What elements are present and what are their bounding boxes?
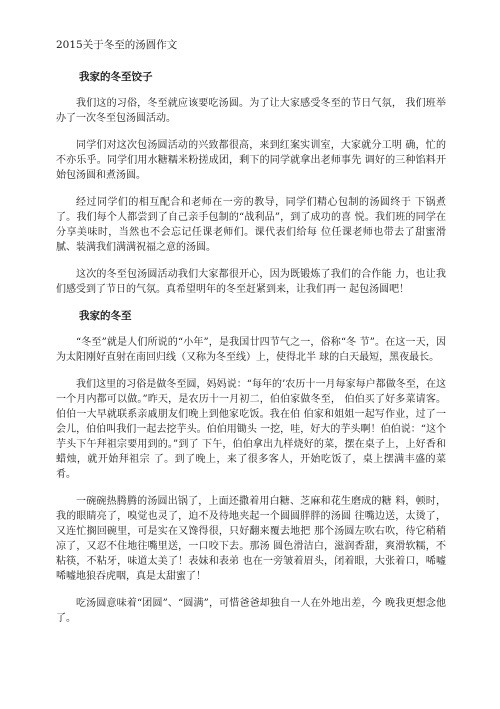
paragraph: 这次的冬至包汤圆活动我们大家都很开心，因为既锻炼了我们的合作能 力，也让我们感受到了节日的气氛。真希望明年的冬至赶紧到来，让我们再一 起包汤圆吧！ — [56, 269, 446, 295]
paragraph: 同学们对这次包汤圆活动的兴致都很高，来到红案实训室，大家就分工明 确，忙的不亦乐乎。同学们用水糖糯米粉搓成团，剩下的同学就拿出老师事先 调好的三种馅料开始包汤圆和煮汤圆。 — [56, 140, 446, 181]
section-dumplings — [56, 70, 446, 297]
paragraph: 吃汤圆意味着“团圆”、“圆满”，可惜爸爸却独自一人在外地出差，今 晚我更想念他了。 — [56, 598, 446, 624]
section-winter-solstice — [56, 309, 446, 626]
paragraph: 一碗碗热腾腾的汤圆出锅了，上面还撒着用白糖、芝麻和花生磨成的糖 料，顿时，我的眼睛亮了，嗅觉也灵了，迫不及待地夹起一个圆圆胖胖的汤圆 往嘴边送，太烫了，又连忙搁回碗里，可是实在又馋得很，只好翻来覆去地把 那个汤圆左吹右吹，待它稍稍凉了，又忍不住地往嘴里送，一口咬下去。那汤 圆色滑洁白，滋润香甜，爽滑软糯，不粘筷，不粘牙，味道太美了！表妹和表弟 也在一旁皱着眉头，闭着眼，大张着口，唏嘘唏嘘地狼吞虎咽，真是太甜蜜了！ — [56, 496, 446, 582]
document-page — [56, 38, 446, 638]
document-title: 2015关于冬至的汤圆作文 — [56, 39, 178, 51]
section-heading: 我家的冬至 — [79, 310, 132, 322]
paragraph: “冬至”就是人们所说的“小年”，是我国廿四节气之一，俗称“冬 节”。在这一天，因为太阳刚好直射在南回归线（又称为冬至线）上，使得北半 球的白天最短，黑夜最长。 — [56, 337, 446, 363]
section-heading: 我家的冬至饺子 — [79, 71, 153, 83]
paragraph: 经过同学们的相互配合和老师在一旁的教导，同学们精心包制的汤圆终于 下锅煮了。我们每个人都尝到了自己亲手包制的“战利品”，到了成功的喜 悦。我们班的同学在分享美味时，当然也不会忘记任课老师们。课代表们给每 位任课老师也带去了甜蜜滑腻、装满我们满满祝福之意的汤圆。 — [56, 197, 446, 253]
paragraph: 我们这里的习俗是做冬至圆，妈妈说：“每年的’农历十一月每家每户都做冬至，在这一个月内都可以做。”昨天，是农历十一月初二，伯伯家做冬至， 伯伯买了好多菜请客。伯伯一大早就联系亲戚朋友们晚上到他家吃饭。我在伯 伯家和姐姐一起写作业，过了一会儿，伯伯叫我们一起去挖芋头。伯伯用锄头 一挖，哇，好大的芋头啊！伯伯说：“这个芋头下午拜祖宗要用到的。”到了 下午，伯伯拿出九样烧好的菜，摆在桌子上，上好香和蜡烛，就开始拜祖宗 了。到了晚上，来了很多客人，开始吃饭了，桌上摆满丰盛的菜肴。 — [56, 379, 446, 480]
paragraph: 我们这的习俗，冬至就应该要吃汤圆。为了让大家感受冬至的节日气氛， 我们班举办了一次冬至包汤圆活动。 — [56, 98, 446, 124]
